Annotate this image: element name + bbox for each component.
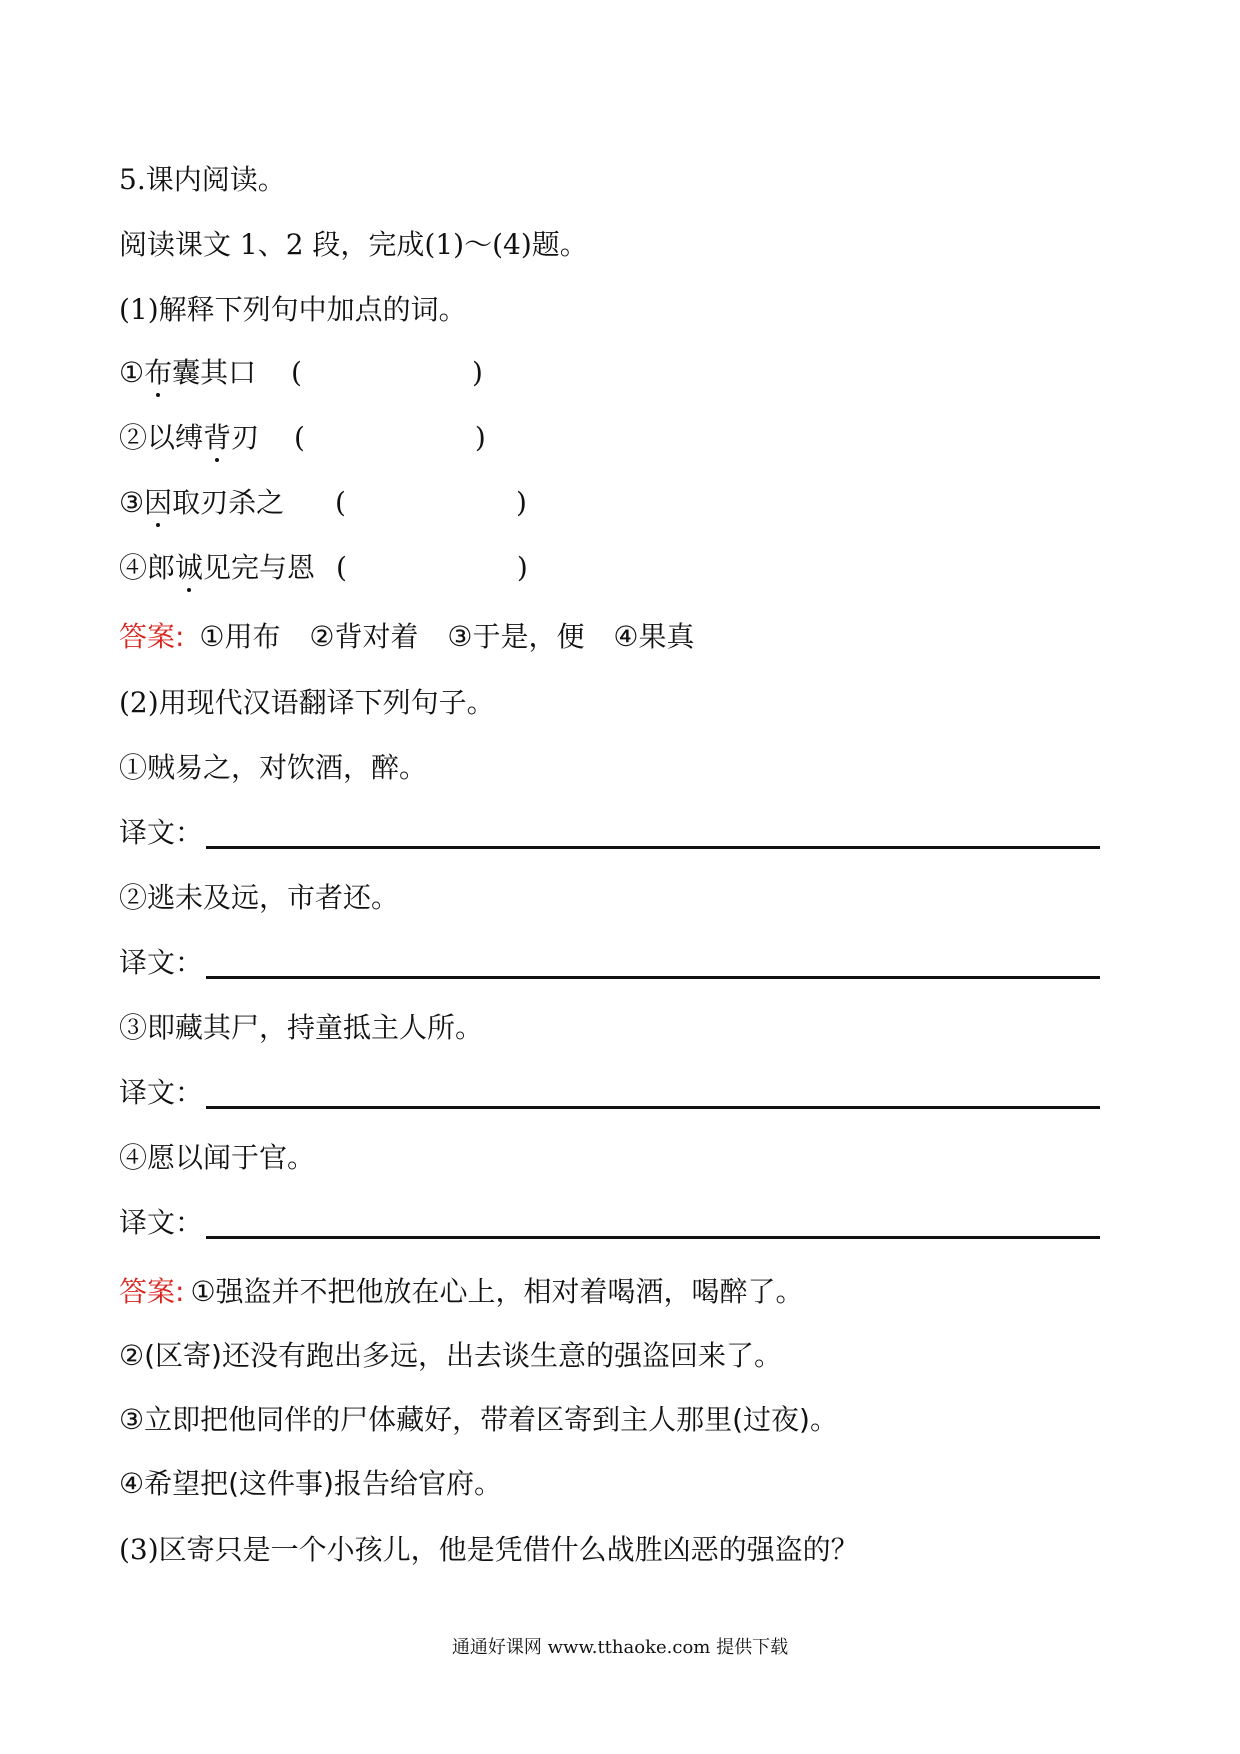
footer-text: 通通好课网 www.tthaoke.com 提供下载 bbox=[451, 1637, 789, 1658]
part2-answer-4: ④希望把(这件事)报告给官府。 bbox=[119, 1467, 502, 1500]
answer-item: ①用布 bbox=[199, 620, 281, 653]
dotted-char: 背 bbox=[203, 418, 231, 458]
part3-prompt: (3)区寄只是一个小孩儿，他是凭借什么战胜凶恶的强盗的？ bbox=[119, 1533, 859, 1566]
part2-answer-1: 答案: ①强盗并不把他放在心上，相对着喝酒，喝醉了。 bbox=[119, 1275, 804, 1308]
sentence-2: ②逃未及远，市者还。 bbox=[119, 881, 400, 914]
item-number: ④ bbox=[119, 551, 148, 584]
translation-label-2: 译文： bbox=[119, 946, 204, 979]
vocab-item-2: ②以缚背刃 ( ) bbox=[119, 418, 486, 458]
translation-blank-4[interactable] bbox=[206, 1236, 1100, 1239]
question-title: 5.课内阅读。 bbox=[119, 163, 286, 196]
item-number: ③ bbox=[119, 486, 145, 519]
part1-answers bbox=[119, 617, 695, 657]
translation-blank-2[interactable] bbox=[206, 976, 1100, 979]
part2-answer-2: ②(区寄)还没有跑出多远，出去谈生意的强盗回来了。 bbox=[119, 1339, 782, 1372]
answer-item: ④果真 bbox=[613, 620, 695, 653]
translation-label-4: 译文： bbox=[119, 1206, 204, 1239]
dotted-char: 因 bbox=[144, 483, 172, 523]
vocab-item-1: ①布囊其口 ( ) bbox=[119, 353, 483, 393]
answer-paren-close: ) bbox=[516, 551, 528, 584]
question-instruction: 阅读课文 1、2 段，完成(1)～(4)题。 bbox=[119, 228, 588, 261]
answer-paren-open: ( bbox=[335, 486, 346, 519]
item-number: ② bbox=[119, 421, 148, 454]
dotted-char: 诚 bbox=[175, 548, 203, 588]
vocab-item-4: ④郎诚见完与恩 ( ) bbox=[119, 548, 528, 588]
answer-paren-close: ) bbox=[471, 356, 483, 389]
sentence-3: ③即藏其尸，持童抵主人所。 bbox=[119, 1011, 484, 1044]
answer-label: 答案: bbox=[119, 620, 185, 653]
answer-paren-close: ) bbox=[474, 421, 486, 454]
item-number: ① bbox=[119, 356, 145, 389]
answer-paren-open: ( bbox=[335, 551, 347, 584]
answer-item: ②背对着 bbox=[309, 620, 419, 653]
answer-label: 答案: bbox=[119, 1275, 185, 1308]
translation-blank-3[interactable] bbox=[206, 1106, 1100, 1109]
answer-paren-open: ( bbox=[293, 421, 305, 454]
answer-paren-close: ) bbox=[515, 486, 527, 519]
translation-label-3: 译文： bbox=[119, 1076, 204, 1109]
translation-label-1: 译文： bbox=[119, 816, 204, 849]
dotted-char: 布 bbox=[144, 353, 172, 393]
part1-prompt: (1)解释下列句中加点的词。 bbox=[119, 293, 467, 326]
sentence-4: ④愿以闻于官。 bbox=[119, 1141, 316, 1174]
sentence-1: ①贼易之，对饮酒，醉。 bbox=[119, 751, 428, 784]
translation-blank-1[interactable] bbox=[206, 846, 1100, 849]
answer-paren-open: ( bbox=[291, 356, 302, 389]
part2-answer-3: ③立即把他同伴的尸体藏好，带着区寄到主人那里(过夜)。 bbox=[119, 1403, 838, 1436]
vocab-item-3: ③因取刃杀之 ( ) bbox=[119, 483, 527, 523]
part2-prompt: (2)用现代汉语翻译下列句子。 bbox=[119, 686, 495, 719]
answer-item: ③于是，便 bbox=[447, 620, 585, 653]
